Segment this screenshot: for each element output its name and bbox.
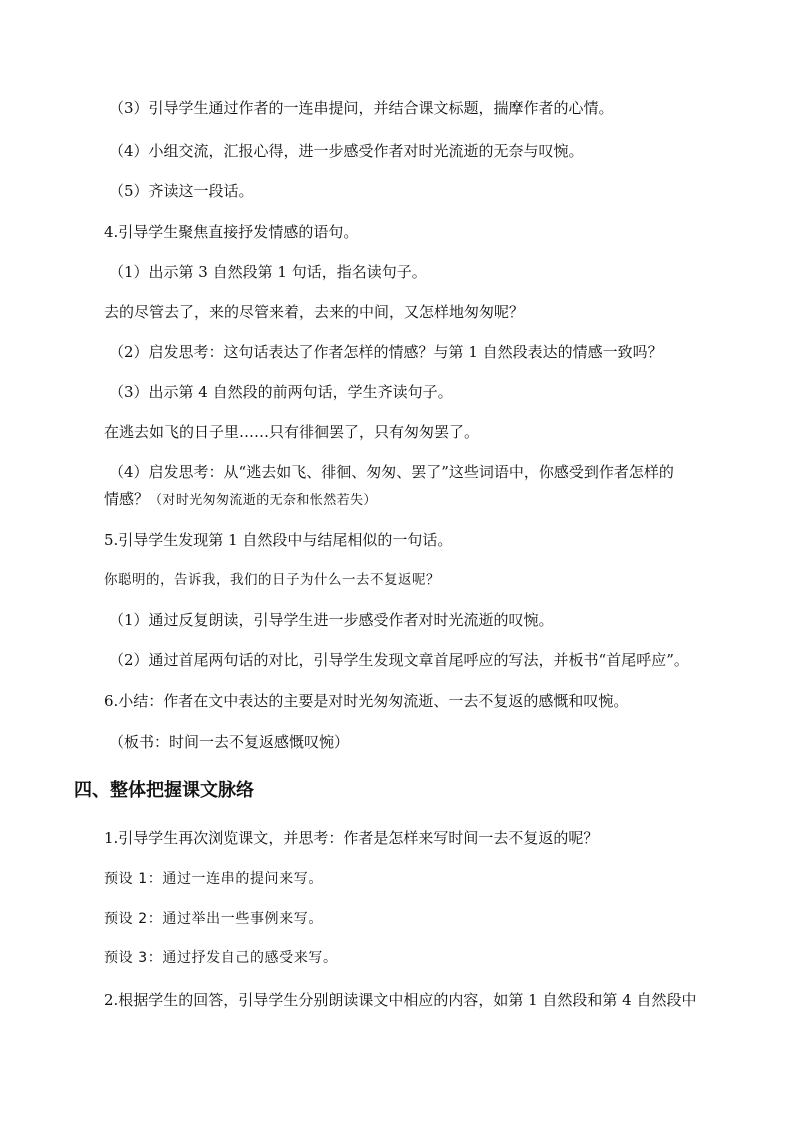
paragraph-substep-1: （1）出示第 3 自然段第 1 句话，指名读句子。 bbox=[109, 263, 427, 281]
paragraph-step-5: （5）齐读这一段话。 bbox=[109, 182, 254, 200]
paragraph-step-3: （3）引导学生通过作者的一连串提问，并结合课文标题，揣摩作者的心情。 bbox=[109, 99, 614, 117]
preset-1: 预设 1：通过一连串的提问来写。 bbox=[104, 871, 323, 887]
quote-sentence-2: 在逃去如飞的日子里……只有徘徊罢了，只有匆匆罢了。 bbox=[104, 423, 480, 441]
board-note: （板书：时间一去不复返感慨叹惋） bbox=[109, 733, 350, 751]
section4-item-2: 2.根据学生的回答，引导学生分别朗读课文中相应的内容，如第 1 自然段和第 4 自然段中 bbox=[104, 991, 697, 1009]
paragraph-step-4: （4）小组交流，汇报心得，进一步感受作者对时光流逝的无奈与叹惋。 bbox=[109, 142, 584, 160]
section4-item-1: 1.引导学生再次浏览课文，并思考：作者是怎样来写时间一去不复返的呢？ bbox=[104, 829, 599, 847]
quote-sentence-1: 去的尽管去了，来的尽管来着，去来的中间，又怎样地匆匆呢？ bbox=[104, 303, 525, 321]
paragraph-substep-6: （2）通过首尾两句话的对比，引导学生发现文章首尾呼应的写法，并板书“首尾呼应”。 bbox=[109, 651, 689, 669]
preset-2: 预设 2：通过举出一些事例来写。 bbox=[104, 911, 323, 927]
paragraph-item-6: 6.小结：作者在文中表达的主要是对时光匆匆流逝、一去不复返的感慨和叹惋。 bbox=[104, 692, 629, 710]
quote-sentence-3: 你聪明的，告诉我，我们的日子为什么一去不复返呢？ bbox=[104, 572, 440, 588]
paragraph-substep-2: （2）启发思考：这句话表达了作者怎样的情感？与第 1 自然段表达的情感一致吗？ bbox=[109, 343, 663, 361]
paragraph-substep-3: （3）出示第 4 自然段的前两句话，学生齐读句子。 bbox=[109, 383, 453, 401]
paragraph-substep-4: （4）启发思考：从“逃去如飞、徘徊、匆匆、罢了”这些词语中，你感受到作者怎样的 bbox=[109, 463, 674, 481]
paragraph-substep-4-cont bbox=[104, 489, 377, 511]
preset-3: 预设 3：通过抒发自己的感受来写。 bbox=[104, 950, 338, 966]
section-heading: 四、整体把握课文脉络 bbox=[74, 780, 254, 801]
paragraph-item-5: 5.引导学生发现第 1 自然段中与结尾相似的一句话。 bbox=[104, 531, 453, 549]
paragraph-substep-5: （1）通过反复朗读，引导学生进一步感受作者对时光流逝的叹惋。 bbox=[109, 611, 554, 629]
emotion-question: 情感？ bbox=[104, 490, 150, 508]
paragraph-item-4: 4.引导学生聚焦直接抒发情感的语句。 bbox=[104, 223, 359, 241]
answer-note: （对时光匆匆流逝的无奈和怅然若失） bbox=[149, 493, 377, 508]
